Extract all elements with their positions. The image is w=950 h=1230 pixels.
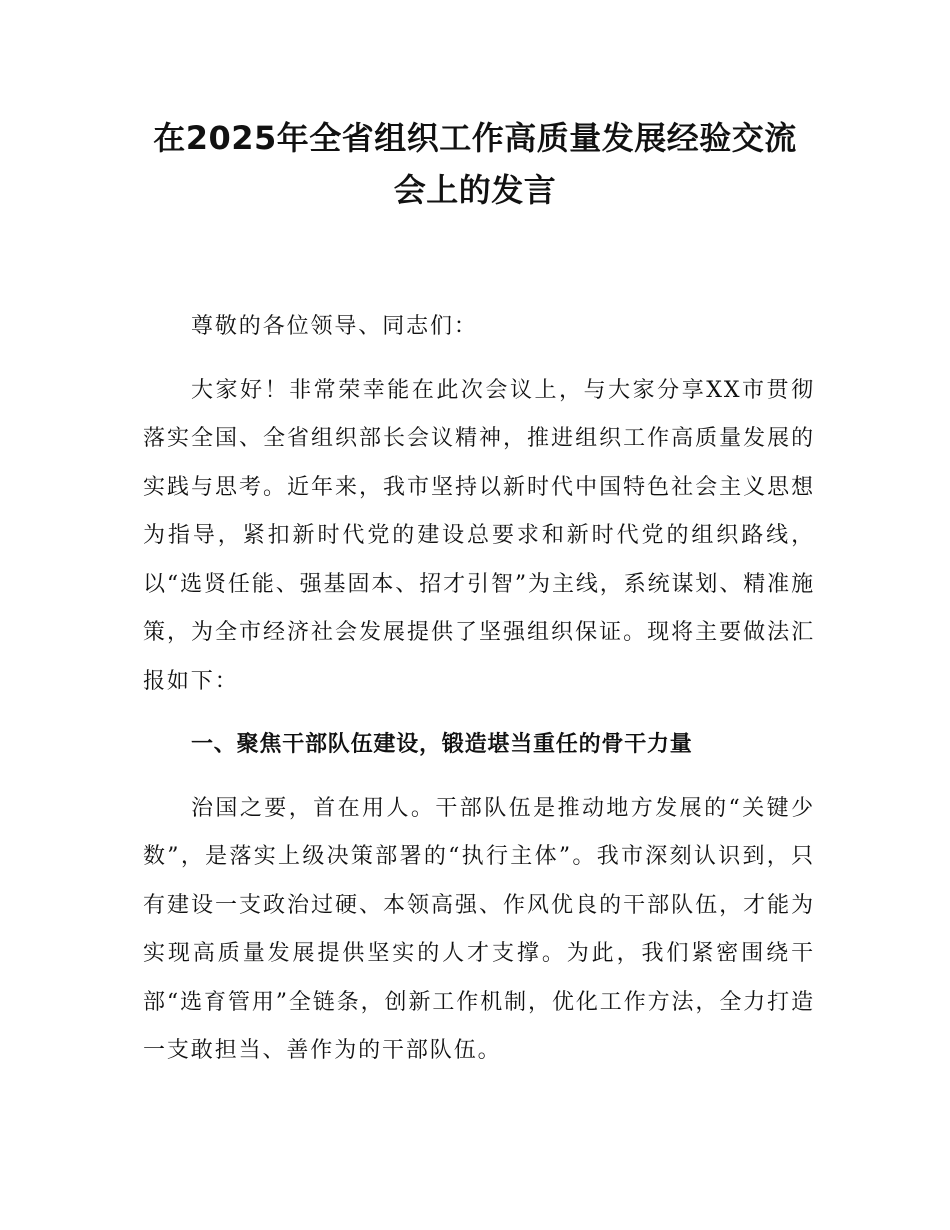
document-title — [120, 112, 830, 216]
section-1-paragraph: 治国之要，首在用人。干部队伍是推动地方发展的“关键少数”，是落实上级决策部署的“执行主体”。我市深刻认识到，只有建设一支政治过硬、本领高强、作风优良的干部队伍，才能为实现高质量发展提供坚实的人才支撑。为此，我们紧密围绕干部“选育管用”全链条，创新工作机制，优化工作方法，全力打造一支敢担当、善作为的干部队伍。 — [143, 795, 815, 1063]
title-line-1: 在2025年全省组织工作高质量发展经验交流 — [153, 119, 797, 157]
salutation: 尊敬的各位领导、同志们： — [191, 314, 478, 339]
intro-paragraph: 大家好！非常荣幸能在此次会议上，与大家分享XX市贯彻落实全国、全省组织部长会议精神，推进组织工作高质量发展的实践与思考。近年来，我市坚持以新时代中国特色社会主义思想为指导，紧扣新时代党的建设总要求和新时代党的组织路线，以“选贤任能、强基固本、招才引智”为主线，系统谋划、精准施策，为全市经济社会发展提供了坚强组织保证。现将主要做法汇报如下： — [143, 377, 815, 694]
title-line-2: 会上的发言 — [393, 171, 557, 209]
document-body — [143, 303, 815, 1076]
section-1-heading: 一、聚焦干部队伍建设，锻造堪当重任的骨干力量 — [191, 732, 693, 757]
